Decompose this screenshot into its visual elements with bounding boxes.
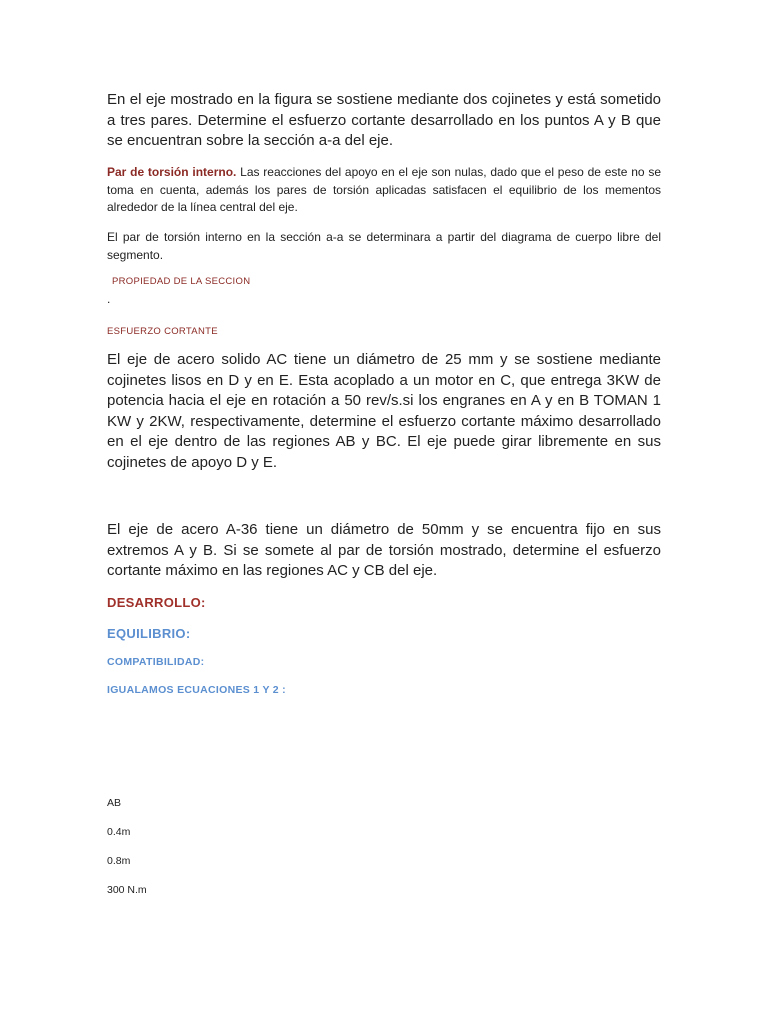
- heading-equilibrio: EQUILIBRIO:: [107, 626, 191, 641]
- label-esfuerzo-cortante: ESFUERZO CORTANTE: [107, 326, 218, 337]
- heading-compatibilidad: COMPATIBILIDAD:: [107, 656, 205, 668]
- torsion-lead: Par de torsión interno.: [107, 165, 237, 179]
- note-torque: 300 N.m: [107, 884, 147, 896]
- note-length-2: 0.8m: [107, 855, 131, 867]
- problem-2-paragraph: El eje de acero solido AC tiene un diámetro de 25 mm y se sostiene mediante cojinetes lisos en D y en E. Esta acoplado a un motor en C, que entrega 3KW de potencia hacia el eje en rotación a 50 rev/s.si los engranes en A y en B TOMAN 1 KW y 2KW, respectivamente, determine el esfuerzo cortante máximo desarrollado en el eje dentro de las regiones AB y BC. El eje puede girar libremente en sus cojinetes de apoyo D y E.: [107, 351, 661, 471]
- problem-3-paragraph: El eje de acero A-36 tiene un diámetro de 50mm y se encuentra fijo en sus extremos A y B. Si se somete al par de torsión mostrado, determine el esfuerzo cortante máximo en las regiones AC y CB del eje.: [107, 521, 661, 579]
- note-length-1: 0.4m: [107, 826, 131, 838]
- torsion-paragraph-2: El par de torsión interno en la sección a-a se determinara a partir del diagrama de cuerpo libre del segmento.: [107, 230, 661, 262]
- heading-desarrollo: DESARROLLO:: [107, 595, 206, 610]
- torsion-text: Las reacciones del apoyo en el eje son nulas, dado que el peso de este no se toma en cuenta, además los pares de torsión aplicadas satisfacen el equilibrio de los mementos alrededor de la línea central del eje.: [107, 165, 662, 214]
- torsion-paragraph: [107, 164, 661, 217]
- dot-mark: .: [107, 292, 111, 306]
- note-ab: AB: [107, 797, 122, 809]
- intro-paragraph: En el eje mostrado en la figura se sostiene mediante dos cojinetes y está sometido a tres pares. Determine el esfuerzo cortante desarrollado en los puntos A y B que se encuentran sobre la sección a-a del eje.: [107, 91, 661, 149]
- label-propiedad-seccion: PROPIEDAD DE LA SECCION: [112, 276, 251, 287]
- heading-igualamos-ecuaciones: IGUALAMOS ECUACIONES 1 Y 2 :: [107, 684, 286, 696]
